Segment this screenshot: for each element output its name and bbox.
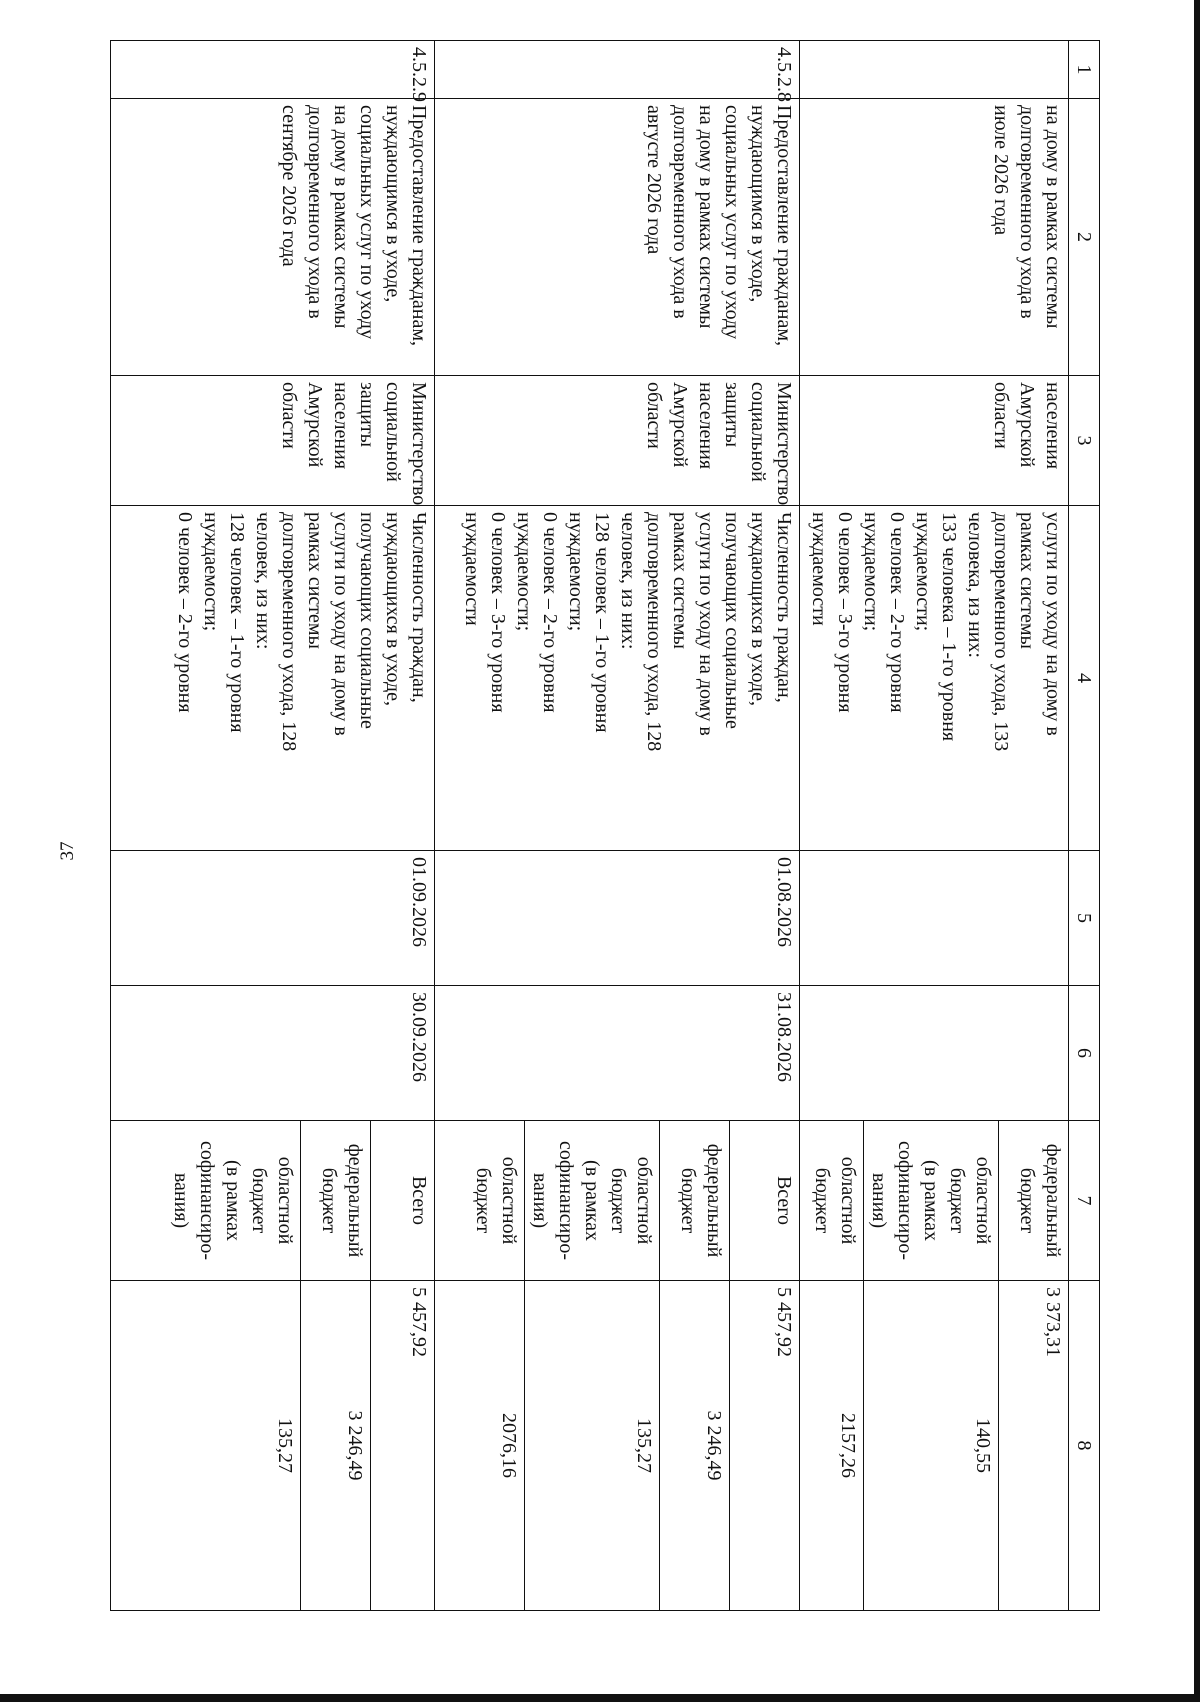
row-number — [800, 41, 1069, 99]
funding-amount: 5 457,92 — [730, 1281, 800, 1611]
funding-amount: 135,27 — [111, 1281, 301, 1611]
column-number-row — [1069, 41, 1100, 1611]
funding-amount: 140,55 — [864, 1281, 999, 1611]
column-header-3: 3 — [1069, 376, 1100, 506]
row-number: 4.5.2.8 — [435, 41, 800, 99]
funding-source: Всего — [371, 1121, 435, 1281]
start-date: 01.08.2026 — [435, 851, 800, 986]
indicator: Численность граждан, нуждающихся в уходе, получающих социальные услуги по уходу на дому в рамках системы долговременного ухода, 128 человек, из них: 128 человек – 1-го уровня нуждаемости; 0 человек – 2-го уровня нуждаемости; 0 человек – 3-го уровня нуждаемости — [435, 506, 800, 851]
executor: населения Амурской области — [800, 376, 1069, 506]
table-row — [730, 41, 800, 1611]
column-header-6: 6 — [1069, 986, 1100, 1121]
event-name: Предоставление гражданам, нуждающимся в уходе, социальных услуг по уходу на дому в рамках системы долговременного ухода в августе 2026 года — [435, 99, 800, 376]
column-header-1: 1 — [1069, 41, 1100, 99]
funding-source: областной бюджет (в рамках софинансиро- вания) — [111, 1121, 301, 1281]
funding-amount: 135,27 — [525, 1281, 660, 1611]
funding-source: федеральный бюджет — [660, 1121, 730, 1281]
funding-source: областной бюджет (в рамках софинансиро- вания) — [525, 1121, 660, 1281]
plan-table — [110, 40, 1100, 1611]
funding-source: федеральный бюджет — [999, 1121, 1069, 1281]
column-header-4: 4 — [1069, 506, 1100, 851]
funding-source: областной бюджет — [800, 1121, 864, 1281]
row-number: 4.5.2.9 — [111, 41, 435, 99]
event-name: Предоставление гражданам, нуждающимся в уходе, социальных услуг по уходу на дому в рамках системы долговременного ухода в сентябре 2026 года — [111, 99, 435, 376]
end-date: 30.09.2026 — [111, 986, 435, 1121]
page-number: 37 — [57, 841, 78, 861]
rotated-table-container — [110, 40, 1100, 1610]
start-date — [800, 851, 1069, 986]
funding-source: федеральный бюджет — [301, 1121, 371, 1281]
funding-source: областной бюджет — [435, 1121, 525, 1281]
indicator: услуги по уходу на дому в рамках системы долговременного ухода, 133 человека, из них: 133 человека – 1-го уровня нуждаемости; 0 человек – 2-го уровня нуждаемости; 0 человек – 3-го уровня нуждаемости — [800, 506, 1069, 851]
funding-source: областной бюджет (в рамках софинансиро- вания) — [864, 1121, 999, 1281]
funding-amount: 3 246,49 — [301, 1281, 371, 1611]
column-header-8: 8 — [1069, 1281, 1100, 1611]
indicator: Численность граждан, нуждающихся в уходе, получающих социальные услуги по уходу на дому в рамках системы долговременного ухода, 128 человек, из них: 128 человек – 1-го уровня нуждаемости; 0 человек – 2-го уровня — [111, 506, 435, 851]
start-date: 01.09.2026 — [111, 851, 435, 986]
table-row — [999, 41, 1069, 1611]
funding-amount: 2157,26 — [800, 1281, 864, 1611]
page-frame-bottom — [0, 1694, 1200, 1702]
funding-amount: 5 457,92 — [371, 1281, 435, 1611]
page-frame-right — [1194, 0, 1200, 1702]
column-header-7: 7 — [1069, 1121, 1100, 1281]
column-header-5: 5 — [1069, 851, 1100, 986]
end-date: 31.08.2026 — [435, 986, 800, 1121]
table-row — [371, 41, 435, 1611]
funding-source: Всего — [730, 1121, 800, 1281]
end-date — [800, 986, 1069, 1121]
event-name: на дому в рамках системы долговременного ухода в июле 2026 года — [800, 99, 1069, 376]
executor: Министерство социальной защиты населения Амурской области — [435, 376, 800, 506]
funding-amount: 3 246,49 — [660, 1281, 730, 1611]
executor: Министерство социальной защиты населения Амурской области — [111, 376, 435, 506]
funding-amount: 3 373,31 — [999, 1281, 1069, 1611]
funding-amount: 2076,16 — [435, 1281, 525, 1611]
column-header-2: 2 — [1069, 99, 1100, 376]
